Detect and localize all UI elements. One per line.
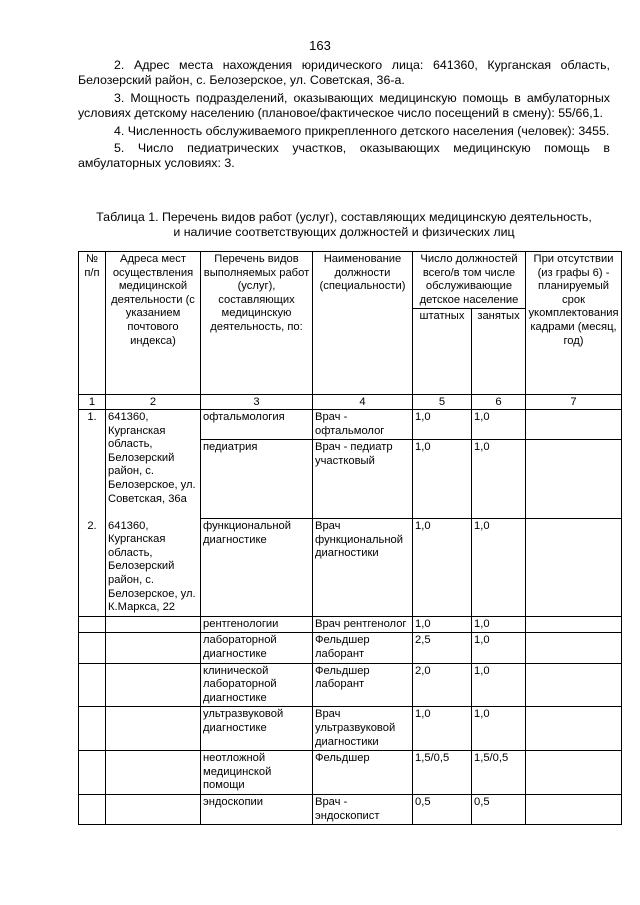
row-plan bbox=[526, 794, 622, 824]
row-service: педиатрия bbox=[201, 440, 313, 519]
index-cell: 7 bbox=[526, 395, 622, 410]
paragraph-districts: 5. Число педиатрических участков, оказывающих медицинскую помощь в амбулаторных условиях: 3. bbox=[78, 141, 610, 171]
row-staff: 1,0 bbox=[413, 440, 472, 519]
row-service: неотложной медицинской помощи bbox=[201, 751, 313, 795]
row-occupied: 1,0 bbox=[472, 616, 526, 633]
index-cell: 5 bbox=[413, 395, 472, 410]
header-number: № п/п bbox=[79, 252, 106, 395]
row-position: Врач функциональной диагностики bbox=[313, 519, 413, 617]
header-address: Адреса мест осуществления медицинской деятельности (с указанием почтового индекса) bbox=[106, 252, 201, 395]
row-plan bbox=[526, 707, 622, 751]
row-position: Фельдшер bbox=[313, 751, 413, 795]
row-staff: 1,5/0,5 bbox=[413, 751, 472, 795]
row-service: лабораторной диагностике bbox=[201, 633, 313, 663]
row-address bbox=[106, 794, 201, 824]
index-cell: 4 bbox=[313, 395, 413, 410]
table-row bbox=[79, 616, 622, 633]
row-position: Врач рентгенолог bbox=[313, 616, 413, 633]
index-cell: 2 bbox=[106, 395, 201, 410]
row-number: 1. bbox=[79, 410, 106, 519]
row-address bbox=[106, 616, 201, 633]
table-row bbox=[79, 519, 622, 617]
row-occupied: 1,0 bbox=[472, 707, 526, 751]
row-number bbox=[79, 707, 106, 751]
row-staff: 1,0 bbox=[413, 707, 472, 751]
row-position: Фельдшер лаборант bbox=[313, 633, 413, 663]
header-staff: штатных bbox=[413, 309, 472, 395]
row-address bbox=[106, 707, 201, 751]
paragraph-address: 2. Адрес места нахождения юридического лица: 641360, Курганская область, Белозерский район, с. Белозерское, ул. Советская, 36-а. bbox=[78, 58, 610, 88]
row-address: 641360, Курганская область, Белозерский район, с. Белозерское, ул. К.Маркса, 22 bbox=[106, 519, 201, 617]
row-address: 641360, Курганская область, Белозерский район, с. Белозерское, ул. Советская, 36а bbox=[106, 410, 201, 519]
row-staff: 2,5 bbox=[413, 633, 472, 663]
index-row bbox=[79, 395, 622, 410]
row-plan bbox=[526, 440, 622, 519]
row-plan bbox=[526, 616, 622, 633]
row-number bbox=[79, 663, 106, 707]
row-number bbox=[79, 751, 106, 795]
index-cell: 1 bbox=[79, 395, 106, 410]
row-occupied: 1,0 bbox=[472, 410, 526, 440]
row-plan bbox=[526, 633, 622, 663]
table-row bbox=[79, 794, 622, 824]
services-table bbox=[78, 251, 622, 825]
row-position: Врач ультразвуковой диагностики bbox=[313, 707, 413, 751]
row-number: 2. bbox=[79, 519, 106, 617]
index-cell: 3 bbox=[201, 395, 313, 410]
row-occupied: 1,0 bbox=[472, 663, 526, 707]
header-occupied: занятых bbox=[472, 309, 526, 395]
header-row bbox=[79, 252, 622, 309]
table-row bbox=[79, 707, 622, 751]
row-position: Врач - эндоскопист bbox=[313, 794, 413, 824]
row-service: рентгенологии bbox=[201, 616, 313, 633]
row-plan bbox=[526, 751, 622, 795]
table-row bbox=[79, 663, 622, 707]
table-caption-line2: и наличие соответствующих должностей и физических лиц bbox=[173, 225, 515, 240]
row-number bbox=[79, 616, 106, 633]
row-staff: 1,0 bbox=[413, 410, 472, 440]
row-position: Фельдшер лаборант bbox=[313, 663, 413, 707]
table-caption-line1: Таблица 1. Перечень видов работ (услуг), составляющих медицинскую деятельность, bbox=[96, 210, 592, 224]
header-plan: При отсутствии (из графы 6) - планируемый срок укомплектования кадрами (месяц, год) bbox=[526, 252, 622, 395]
table-row bbox=[79, 751, 622, 795]
row-occupied: 1,0 bbox=[472, 519, 526, 617]
row-address bbox=[106, 751, 201, 795]
header-services: Перечень видов выполняемых работ (услуг), составляющих медицинскую деятельность, по: bbox=[201, 252, 313, 395]
header-position: Наименование должности (специальности) bbox=[313, 252, 413, 395]
paragraph-capacity: 3. Мощность подразделений, оказывающих медицинскую помощь в амбулаторных условиях детскому населению (плановое/фактическое число посещений в смену): 55/66,1. bbox=[78, 90, 610, 121]
table-row bbox=[79, 633, 622, 663]
header-positions-count: Число должностей всего/в том числе обслуживающие детское население bbox=[413, 252, 526, 309]
row-service: клинической лабораторной диагностике bbox=[201, 663, 313, 707]
row-occupied: 1,5/0,5 bbox=[472, 751, 526, 795]
row-position: Врач - педиатр участковый bbox=[313, 440, 413, 519]
row-position: Врач - офтальмолог bbox=[313, 410, 413, 440]
table-row bbox=[79, 410, 622, 440]
row-number bbox=[79, 794, 106, 824]
paragraph-population: 4. Численность обслуживаемого прикрепленного детского населения (человек): 3455. bbox=[114, 123, 610, 138]
page-number: 163 bbox=[309, 38, 331, 53]
row-address bbox=[106, 633, 201, 663]
row-plan bbox=[526, 663, 622, 707]
row-staff: 2,0 bbox=[413, 663, 472, 707]
row-service: функциональной диагностике bbox=[201, 519, 313, 617]
row-staff: 1,0 bbox=[413, 616, 472, 633]
row-address bbox=[106, 663, 201, 707]
row-staff: 1,0 bbox=[413, 519, 472, 617]
row-number bbox=[79, 633, 106, 663]
row-plan bbox=[526, 519, 622, 617]
index-cell: 6 bbox=[472, 395, 526, 410]
row-service: офтальмология bbox=[201, 410, 313, 440]
row-staff: 0,5 bbox=[413, 794, 472, 824]
row-service: эндоскопии bbox=[201, 794, 313, 824]
body-text bbox=[78, 58, 610, 174]
row-occupied: 1,0 bbox=[472, 633, 526, 663]
row-service: ультразвуковой диагностике bbox=[201, 707, 313, 751]
row-occupied: 1,0 bbox=[472, 440, 526, 519]
row-plan bbox=[526, 410, 622, 440]
table-caption bbox=[78, 210, 610, 241]
row-occupied: 0,5 bbox=[472, 794, 526, 824]
